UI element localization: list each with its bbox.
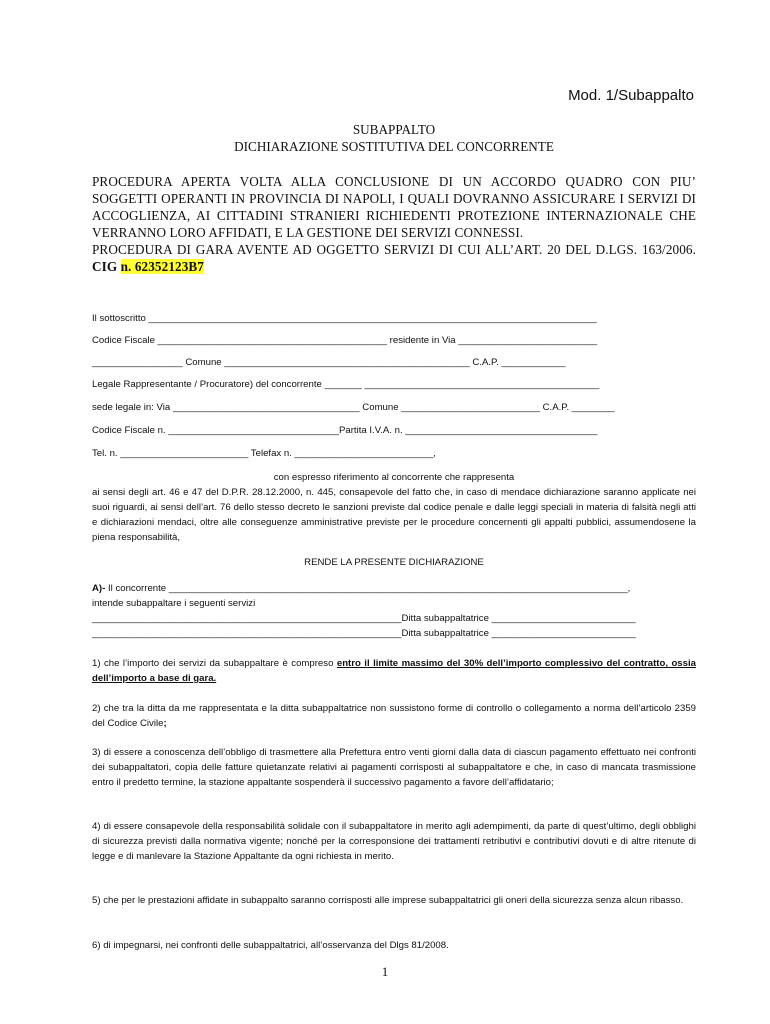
document-titles	[92, 121, 696, 155]
item-1-bold: entro il limite massimo del 30% dell’importo complessivo del contratto, ossia dell’importo a base di gara.	[92, 658, 696, 684]
declaration-heading: RENDE LA PRESENTE DICHIARAZIONE	[304, 557, 484, 568]
section-a-label: A)-	[92, 583, 106, 594]
cig-value: n. 62352123B7	[120, 259, 204, 274]
item-1-text: 1) che l’importo dei servizi da subappaltare è compreso	[92, 658, 337, 669]
item-2-text: 2) che tra la ditta da me rappresentata e la ditta subappaltatrice non sussistono forme di controllo o collegamento a norma dell’articolo 2359 del Codice Civile	[92, 703, 696, 729]
field-comune-cap[interactable]: _________________ Comune ______________________________________________ C.A.P. ____________	[92, 357, 566, 368]
field-sede-legale[interactable]: sede legale in: Via ___________________________________ Comune __________________________ C.A.P. ________	[92, 402, 615, 413]
procedure-paragraph-2	[92, 241, 696, 275]
field-legale-rappresentante[interactable]: Legale Rappresentante / Procuratore) del concorrente _______ ____________________________________________	[92, 379, 600, 390]
field-codice-fiscale-partita-iva[interactable]: Codice Fiscale n. ________________________________Partita I.V.A. n. ____________________________________	[92, 425, 598, 436]
page-number: 1	[381, 964, 389, 979]
concorrente-field[interactable]: Il concorrente ______________________________________________________________________________________,	[105, 583, 631, 594]
title-line-1: SUBAPPALTO	[352, 122, 436, 137]
subcontract-row-2[interactable]: __________________________________________________________Ditta subappaltatrice ___________________________	[92, 628, 636, 639]
section-a	[92, 581, 696, 641]
section-a-line-1	[92, 581, 696, 596]
item-2-end: ;	[163, 718, 167, 729]
item-4: 4) di essere consapevole della responsabilità solidale con il subappaltatore in merito agli adempimenti, da parte di quest’ultimo, degli obblighi di sicurezza previsti dalla normativa vigente; nonché per la corresponsione dei trattamenti retributivi e contributivi dovuti e di altre ritenute di legge e di manlevare la Stazione Appaltante da ogni richiesta in merito.	[92, 821, 696, 862]
item-6: 6) di impegnarsi, nei confronti delle subappaltatrici, all’osservanza del Dlgs 81/2008.	[92, 940, 449, 951]
section-a-line-2: intende subappaltare i seguenti servizi	[92, 598, 256, 609]
item-5: 5) che per le prestazioni affidate in subappalto saranno corrisposti alle imprese subappaltatrici gli oneri della sicurezza senza alcun ribasso.	[92, 895, 684, 906]
title-line-2: DICHIARAZIONE SOSTITUTIVA DEL CONCORRENTE	[234, 139, 554, 154]
reference-block	[92, 470, 696, 545]
procedure-paragraph-2-text: PROCEDURA DI GARA AVENTE AD OGGETTO SERVIZI DI CUI ALL’ART. 20 DEL D.LGS. 163/2006.	[92, 242, 696, 257]
item-1	[92, 656, 696, 686]
field-sottoscritto[interactable]: Il sottoscritto ____________________________________________________________________________________	[92, 313, 597, 324]
cig-label: CIG	[92, 259, 118, 274]
model-label: Mod. 1/Subappalto	[568, 87, 694, 104]
item-2	[92, 701, 696, 731]
field-codice-fiscale-residenza[interactable]: Codice Fiscale ___________________________________________ residente in Via __________________________	[92, 335, 598, 346]
procedure-paragraph-1: PROCEDURA APERTA VOLTA ALLA CONCLUSIONE DI UN ACCORDO QUADRO CON PIU’ SOGGETTI OPERANTI IN PROVINCIA DI NAPOLI, I QUALI DOVRANNO ASSICURARE I SERVIZI DI ACCOGLIENZA, AI CITTADINI STRANIERI RICHIEDENTI PROTEZIONE INTERNAZIONALE CHE VERRANNO LORO AFFIDATI, E LA GESTIONE DEI SERVIZI CONNESSI.	[92, 174, 696, 240]
reference-centered: con espresso riferimento al concorrente che rappresenta	[273, 472, 515, 483]
procedure-intro	[92, 173, 696, 275]
reference-body: ai sensi degli art. 46 e 47 del D.P.R. 28.12.2000, n. 445, consapevole del fatto che, in caso di mendace dichiarazione saranno applicate nei suoi riguardi, ai sensi dell’art. 76 dello stesso decreto le sanzioni previste dal codice penale e dalle leggi speciali in materia di falsità negli atti e dichiarazioni mendaci, oltre alle conseguenze amministrative previste per le procedure concernenti gli appalti pubblici, assumendosene la piena responsabilità,	[92, 487, 696, 543]
item-3: 3) di essere a conoscenza dell’obbligo di trasmettere alla Prefettura entro venti giorni dalla data di ciascun pagamento effettuato nei confronti dei subappaltatori, copia delle fatture quietanzate relativi ai pagamenti corrisposti al subappaltatore e che, in caso di mancata trasmissione entro il predetto termine, la stazione appaltante sospenderà il successivo pagamento a favore dell’affidatario;	[92, 747, 696, 788]
subcontract-row-1[interactable]: __________________________________________________________Ditta subappaltatrice ___________________________	[92, 613, 636, 624]
field-tel-telefax[interactable]: Tel. n. ________________________ Telefax n. __________________________,	[92, 448, 436, 459]
